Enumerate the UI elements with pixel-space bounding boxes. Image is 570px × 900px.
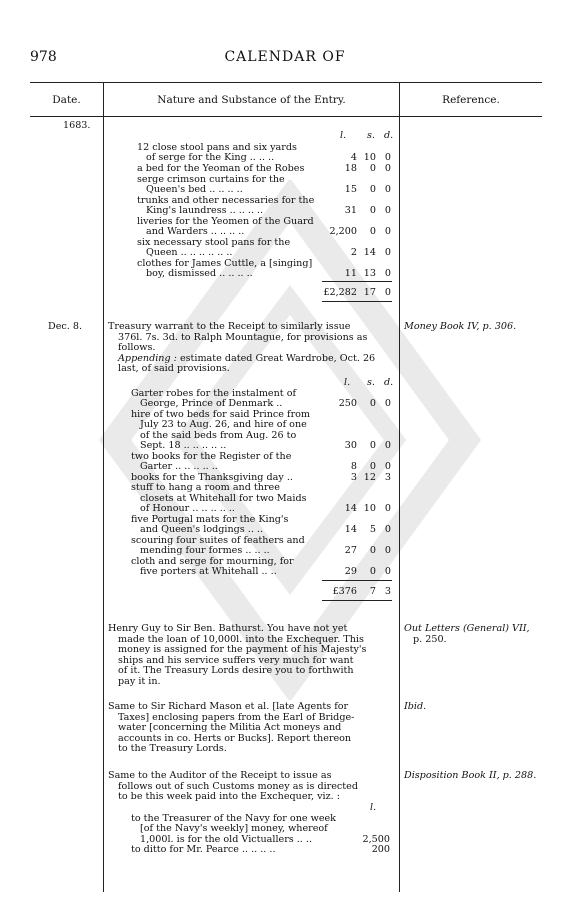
item-line: Garter .. .. .. .. .. [140, 461, 218, 472]
lsd-d: d. [384, 377, 394, 388]
amount-shillings: 0 [369, 226, 376, 237]
lsd-s: s. [367, 130, 375, 141]
item-line: 12 close stool pans and six yards [137, 142, 297, 153]
amount-pounds: 31 [344, 205, 357, 216]
item-line: serge crimson curtains for the [137, 174, 285, 185]
entry-text-line: Same to Sir Richard Mason et al. [late Agents for [108, 701, 349, 712]
amount-shillings: 13 [363, 268, 376, 279]
entry-text-line: follows. [118, 342, 156, 353]
amount-pounds: 3 [350, 472, 357, 483]
item-line: and Queen's lodgings .. .. [140, 524, 264, 535]
item-line: trunks and other necessaries for the [137, 195, 315, 206]
amount-pounds: 200 [371, 844, 390, 855]
total-shillings: 7 [369, 586, 376, 597]
amount-pounds: 29 [344, 566, 357, 577]
total-pence: 3 [384, 586, 391, 597]
lsd-s: s. [367, 377, 375, 388]
item-line: cloth and serge for mourning, for [131, 556, 294, 567]
amount-pence: 0 [384, 268, 391, 279]
amount-shillings: 0 [369, 184, 376, 195]
entry-text-line: follows out of such Customs money as is directed [118, 781, 358, 792]
item-line: Queen's bed .. .. .. .. [146, 184, 243, 195]
table-top-rule [30, 82, 542, 83]
item-line: mending four formes .. .. .. [140, 545, 270, 556]
item-line: Sept. 18 .. .. .. .. .. [140, 440, 227, 451]
total-pence: 0 [384, 287, 391, 298]
amount-pence: 0 [384, 247, 391, 258]
entry-reference: Disposition Book II, p. 288. [404, 770, 537, 781]
amount-pence: 0 [384, 503, 391, 514]
page-title: CALENDAR OF [224, 49, 346, 65]
item-line: clothes for James Cuttle, a [singing] [137, 258, 313, 269]
column-divider-right [399, 82, 400, 892]
item-line: books for the Thanksgiving day .. [131, 472, 293, 483]
amount-shillings: 10 [363, 152, 376, 163]
amount-pounds: 2,200 [329, 226, 357, 237]
total-shillings: 17 [363, 287, 376, 298]
total-rule [322, 281, 392, 282]
amount-pounds: 27 [344, 545, 357, 556]
lsd-l: l. [344, 377, 351, 388]
item-line: stuff to hang a room and three [131, 482, 280, 493]
entry-reference: Ibid. [404, 701, 427, 712]
item-line: liveries for the Yeomen of the Guard [137, 216, 314, 227]
entry-text-line: Same to the Auditor of the Receipt to issue as [108, 770, 332, 781]
item-line: to ditto for Mr. Pearce .. .. .. .. [131, 844, 276, 855]
amount-pence: 0 [384, 524, 391, 535]
amount-pounds: 2,500 [362, 834, 390, 845]
total-pounds: £2,282 [323, 287, 357, 298]
page-number: 978 [30, 49, 57, 65]
amount-pounds: 11 [344, 268, 357, 279]
amount-pence: 0 [384, 163, 391, 174]
item-line: of Honour .. .. .. .. .. [140, 503, 235, 514]
entry-text-line: pay it in. [118, 676, 161, 687]
item-line: two books for the Register of the [131, 451, 292, 462]
amount-pounds: 14 [344, 524, 357, 535]
total-rule [322, 580, 392, 581]
total-pounds: £376 [332, 586, 357, 597]
entry-reference: Out Letters (General) VII, [404, 623, 530, 634]
column-divider-left [103, 82, 104, 892]
item-line: five Portugal mats for the King's [131, 514, 289, 525]
item-line: King's laundress .. .. .. .. [146, 205, 264, 216]
amount-shillings: 10 [363, 503, 376, 514]
entry-text-line: Taxes] enclosing papers from the Earl of Bridge- [118, 712, 355, 723]
entry-text-line: water [concerning the Militia Act moneys and [118, 722, 342, 733]
amount-pounds: 18 [344, 163, 357, 174]
entry-text-line: Henry Guy to Sir Ben. Bathurst. You have not yet [108, 623, 348, 634]
item-line: six necessary stool pans for the [137, 237, 291, 248]
amount-pounds: 4 [350, 152, 357, 163]
column-header-date: Date. [52, 94, 81, 106]
amount-pence: 0 [384, 566, 391, 577]
item-line: of the said beds from Aug. 26 to [140, 430, 297, 441]
amount-pence: 0 [384, 440, 391, 451]
item-line: Queen .. .. .. .. .. .. [146, 247, 233, 258]
item-line: five porters at Whitehall .. .. [140, 566, 277, 577]
amount-shillings: 0 [369, 205, 376, 216]
entry-date: Dec. 8. [48, 321, 82, 332]
lsd-d: d. [384, 130, 394, 141]
entry-text-line: last, of said provisions. [118, 363, 230, 374]
amount-pence: 0 [384, 398, 391, 409]
item-line: July 23 to Aug. 26, and hire of one [140, 419, 307, 430]
amount-shillings: 14 [363, 247, 376, 258]
lsd-l: l. [370, 802, 377, 813]
amount-pounds: 250 [338, 398, 357, 409]
amount-shillings: 12 [363, 472, 376, 483]
lsd-l: l. [340, 130, 347, 141]
entry-text-line: money is assigned for the payment of his Majesty's [118, 644, 367, 655]
entry-text-line: made the loan of 10,000l. into the Exchequer. This [118, 634, 364, 645]
entry-reference-page: p. 250. [413, 634, 447, 645]
entry-reference: Money Book IV, p. 306. [404, 321, 517, 332]
header-bottom-rule [30, 116, 542, 117]
entry-text-line: accounts in co. Herts or Bucks]. Report thereon [118, 733, 352, 744]
amount-pounds: 14 [344, 503, 357, 514]
appending-text: estimate dated Great Wardrobe, Oct. 26 [176, 353, 376, 364]
amount-pence: 0 [384, 205, 391, 216]
appending-label: Appending : [118, 353, 177, 364]
amount-pounds: 15 [344, 184, 357, 195]
amount-shillings: 0 [369, 566, 376, 577]
amount-shillings: 0 [369, 461, 376, 472]
amount-pence: 0 [384, 545, 391, 556]
amount-pence: 0 [384, 152, 391, 163]
amount-pence: 0 [384, 184, 391, 195]
item-line: and Warders .. .. .. .. [146, 226, 245, 237]
amount-pence: 3 [384, 472, 391, 483]
item-line: closets at Whitehall for two Maids [140, 493, 307, 504]
amount-pence: 0 [384, 461, 391, 472]
item-line: boy, dismissed .. .. .. .. [146, 268, 253, 279]
item-line: scouring four suites of feathers and [131, 535, 305, 546]
entry-text-line: of it. The Treasury Lords desire you to forthwith [118, 665, 354, 676]
total-rule-bottom [322, 301, 392, 302]
amount-shillings: 5 [369, 524, 376, 535]
item-line: hire of two beds for said Prince from [131, 409, 311, 420]
item-line: George, Prince of Denmark .. [140, 398, 283, 409]
column-header-reference: Reference. [442, 94, 500, 106]
item-line: to the Treasurer of the Navy for one week [131, 813, 336, 824]
amount-pounds: 2 [350, 247, 357, 258]
entry-text-line: 376l. 7s. 3d. to Ralph Mountague, for provisions as [118, 332, 368, 343]
item-line: Garter robes for the instalment of [131, 388, 297, 399]
item-line: [of the Navy's weekly] money, whereof [140, 823, 328, 834]
total-rule-bottom [322, 600, 392, 601]
item-line: a bed for the Yeoman of the Robes [137, 163, 305, 174]
amount-shillings: 0 [369, 440, 376, 451]
column-header-nature: Nature and Substance of the Entry. [157, 94, 346, 106]
amount-shillings: 0 [369, 398, 376, 409]
item-line: of serge for the King .. .. .. [146, 152, 275, 163]
year-label: 1683. [63, 120, 91, 131]
item-line: 1,000l. is for the old Victuallers .. .. [140, 834, 313, 845]
amount-pounds: 30 [344, 440, 357, 451]
amount-pence: 0 [384, 226, 391, 237]
entry-text-line: Treasury warrant to the Receipt to similarly issue [108, 321, 351, 332]
entry-text-line: to be this week paid into the Exchequer, viz. : [118, 791, 341, 802]
amount-shillings: 0 [369, 545, 376, 556]
amount-pounds: 8 [350, 461, 357, 472]
amount-shillings: 0 [369, 163, 376, 174]
entry-text-line: to the Treasury Lords. [118, 743, 227, 754]
entry-text-line: ships and his service suffers very much for want [118, 655, 354, 666]
